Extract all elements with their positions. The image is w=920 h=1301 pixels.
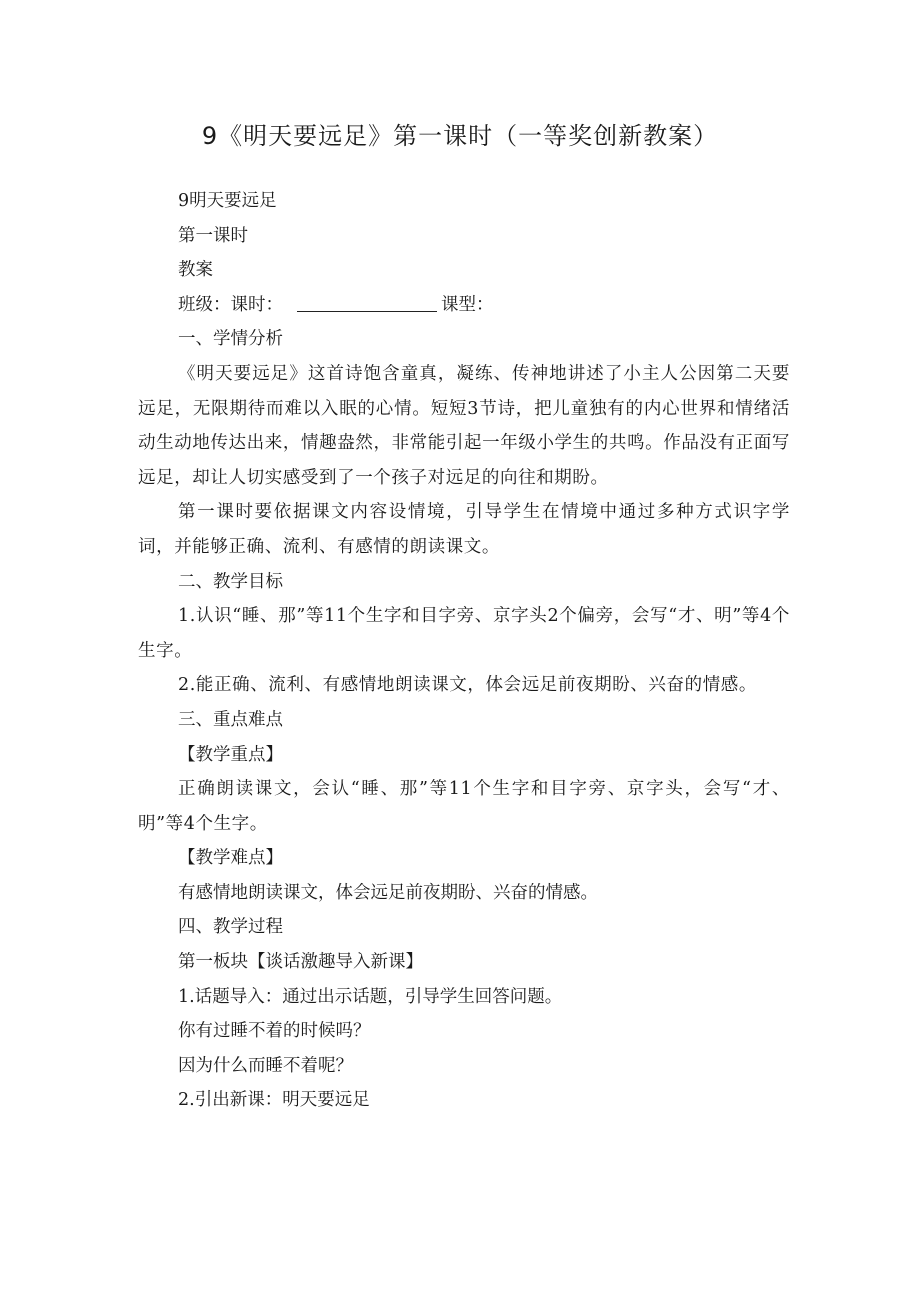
paragraph: 《明天要远足》这首诗饱含童真，凝练、传神地讲述了小主人公因第二天要远足，无限期待而难以入眠的心情。短短3节诗，把儿童独有的内心世界和情绪活动生动地传达出来，情趣盎然，非常能引起一年级小学生的共鸣。作品没有正面写远足，却让人切实感受到了一个孩子对远足的向往和期盼。 (138, 363, 790, 488)
type-label: 课型： (441, 294, 494, 315)
section-heading: 二、教学目标 (178, 571, 283, 592)
meta-row (138, 288, 790, 323)
step-item: 1.话题导入：通过出示话题，引导学生回答问题。 (178, 986, 563, 1007)
goal-item: 1.认识“睡、那”等11个生字和目字旁、京字头2个偏旁，会写“才、明”等4个生字。 (138, 606, 790, 661)
question-item: 你有过睡不着的时候吗？ (178, 1021, 371, 1042)
blank-line (297, 293, 437, 312)
step-item: 2.引出新课：明天要远足 (178, 1090, 370, 1111)
goal-item: 2.能正确、流利、有感情地朗读课文，体会远足前夜期盼、兴奋的情感。 (178, 675, 757, 696)
section-heading: 一、学情分析 (178, 329, 283, 350)
document-title: 9《明天要远足》第一课时（一等奖创新教案） (201, 122, 719, 150)
question-item: 因为什么而睡不着呢？ (178, 1055, 353, 1076)
doc-type: 教案 (178, 260, 213, 281)
difficulty-label: 【教学难点】 (178, 848, 283, 869)
block-heading: 第一板块【谈话激趣导入新课】 (178, 952, 423, 973)
key-point-text: 正确朗读课文，会认“睡、那”等11个生字和目字旁、京字头，会写“才、明”等4个生字。 (138, 779, 790, 834)
document-body (138, 184, 790, 1118)
lesson-name: 9明天要远足 (178, 191, 277, 211)
section-heading: 四、教学过程 (178, 917, 283, 938)
paragraph: 第一课时要依据课文内容设情境，引导学生在情境中通过多种方式识字学词，并能够正确、流利、有感情的朗读课文。 (138, 502, 790, 557)
key-point-label: 【教学重点】 (178, 744, 283, 765)
class-label: 班级： (178, 294, 231, 315)
difficulty-text: 有感情地朗读课文，体会远足前夜期盼、兴奋的情感。 (178, 882, 598, 903)
hours-label: 课时： (230, 294, 283, 315)
lesson-period: 第一课时 (178, 225, 248, 246)
section-heading: 三、重点难点 (178, 709, 283, 730)
